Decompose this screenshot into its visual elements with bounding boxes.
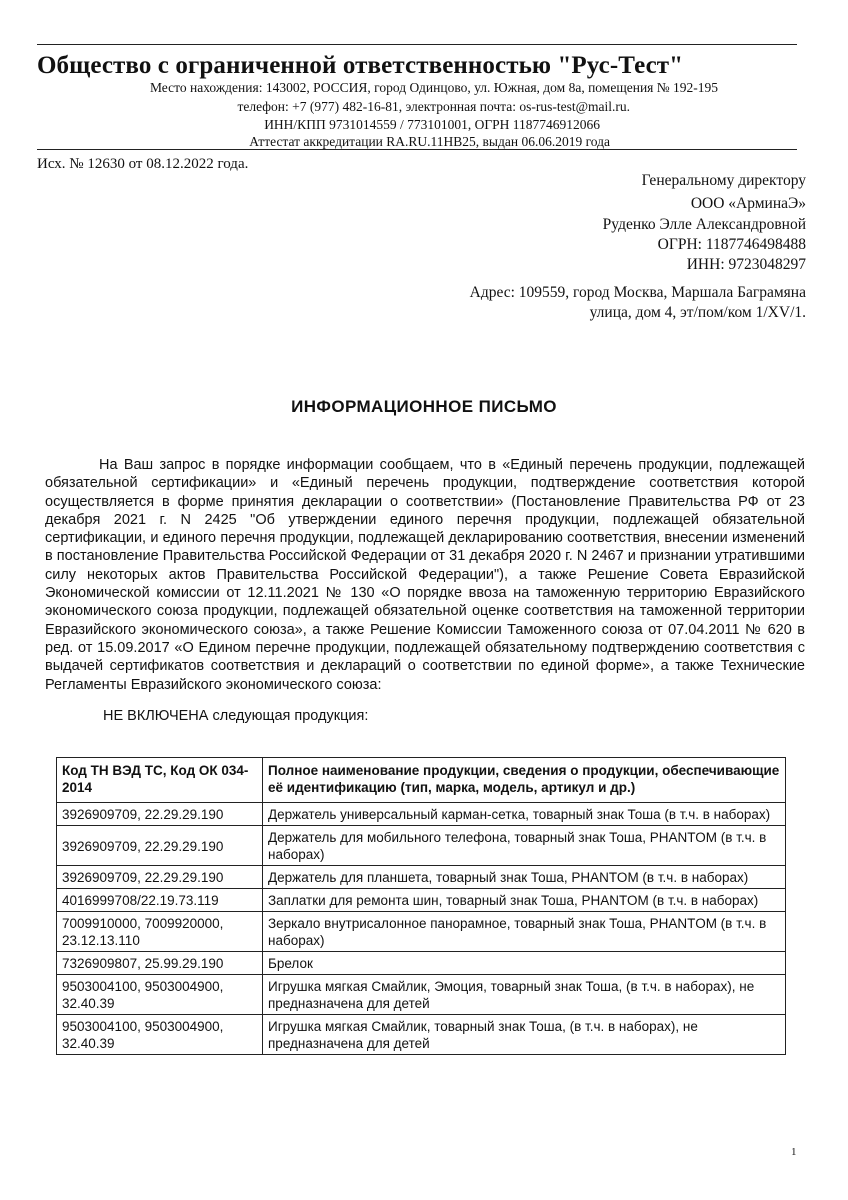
- recipient-address-line2: улица, дом 4, эт/пом/ком 1/XV/1.: [589, 304, 806, 321]
- table-row: [57, 952, 786, 975]
- product-code: 3926909709, 22.29.29.190: [57, 866, 263, 889]
- company-contacts: телефон: +7 (977) 482-16-81, электронная почта: os-rus-test@mail.ru.: [237, 99, 630, 114]
- company-accreditation: Аттестат аккредитации RA.RU.11HB25, выдан 06.06.2019 года: [249, 134, 610, 149]
- table-row: [57, 889, 786, 912]
- product-code: 7326909807, 25.99.29.190: [57, 952, 263, 975]
- product-code: 3926909709, 22.29.29.190: [57, 803, 263, 826]
- recipient-name: Руденко Элле Александровной: [602, 216, 806, 233]
- letterhead-bottom-rule: [37, 149, 797, 150]
- company-name: Общество с ограниченной ответственностью "Рус-Тест": [37, 52, 684, 79]
- recipient-address-line1: Адрес: 109559, город Москва, Маршала Баграмяна: [469, 284, 806, 301]
- product-name: Держатель универсальный карман-сетка, товарный знак Тоша (в т.ч. в наборах): [263, 803, 786, 826]
- product-name: Держатель для мобильного телефона, товарный знак Тоша, PHANTOM (в т.ч. в наборах): [263, 826, 786, 866]
- table-header-row: [57, 758, 786, 803]
- table-row: [57, 912, 786, 952]
- outgoing-reference: Исх. № 12630 от 08.12.2022 года.: [37, 156, 249, 172]
- table-row: [57, 803, 786, 826]
- product-name: Брелок: [263, 952, 786, 975]
- table-row: [57, 866, 786, 889]
- letterhead-top-rule: [37, 44, 797, 45]
- table-row: [57, 1015, 786, 1055]
- recipient-position: Генеральному директору: [641, 172, 806, 189]
- product-code: 7009910000, 7009920000, 23.12.13.110: [57, 912, 263, 952]
- product-name: Игрушка мягкая Смайлик, товарный знак Тоша, (в т.ч. в наборах), не предназначена для детей: [263, 1015, 786, 1055]
- letter-body: На Ваш запрос в порядке информации сообщаем, что в «Единый перечень продукции, подлежащей обязательной сертификации» и «Единый перечень продукции, подтверждение соответствия которой осуществляется в форме принятия декларации о соответствии» (Постановление Правительства РФ от 23 декабря 2021 г. N 2425 "Об утверждении единого перечня продукции, подлежащей обязательной сертификации, и единого перечня продукции, подлежащей декларированию соответствия, внесении изменений в постановление Правительства Российской Федерации от 31 декабря 2020 г. N 2467 и признании утратившими силу некоторых актов Правительства Российской Федерации"), а также Решение Совета Евразийской Экономической комиссии от 12.11.2021 № 130 «О порядке ввоза на таможенную территорию Евразийского экономического союза продукции, подлежащей обязательной оценке соответствия на таможенной территории Евразийского экономического союза», а также Решение Комиссии Таможенного союза от 07.04.2011 № 620 в ред. от 15.09.2017 «О Едином перечне продукции, подлежащей обязательному подтверждению соответствия с выдачей сертификатов соответствия и деклараций о соответствии по единой форме», а также Технические Регламенты Евразийского экономического союза:: [45, 457, 805, 693]
- product-name: Держатель для планшета, товарный знак Тоша, PHANTOM (в т.ч. в наборах): [263, 866, 786, 889]
- product-table: [56, 757, 786, 1055]
- company-registration: ИНН/КПП 9731014559 / 773101001, ОГРН 1187746912066: [264, 117, 600, 132]
- header-product-name: Полное наименование продукции, сведения о продукции, обеспечивающие её идентификацию (тип, марка, модель, артикул и др.): [263, 758, 786, 803]
- page-number: 1: [791, 1146, 797, 1158]
- product-code: 3926909709, 22.29.29.190: [57, 826, 263, 866]
- product-name: Заплатки для ремонта шин, товарный знак Тоша, PHANTOM (в т.ч. в наборах): [263, 889, 786, 912]
- recipient-company: ООО «АрминаЭ»: [690, 195, 806, 212]
- recipient-ogrn: ОГРН: 1187746498488: [657, 236, 806, 253]
- not-included-statement: НЕ ВКЛЮЧЕНА следующая продукция:: [103, 708, 369, 724]
- product-code: 9503004100, 9503004900, 32.40.39: [57, 1015, 263, 1055]
- header-code: Код ТН ВЭД ТС, Код ОК 034-2014: [57, 758, 263, 803]
- recipient-inn: ИНН: 9723048297: [686, 256, 806, 273]
- product-code: 4016999708/22.19.73.119: [57, 889, 263, 912]
- product-name: Игрушка мягкая Смайлик, Эмоция, товарный знак Тоша, (в т.ч. в наборах), не предназначена для детей: [263, 975, 786, 1015]
- document-title: ИНФОРМАЦИОННОЕ ПИСЬМО: [291, 397, 557, 416]
- table-row: [57, 975, 786, 1015]
- table-row: [57, 826, 786, 866]
- product-name: Зеркало внутрисалонное панорамное, товарный знак Тоша, PHANTOM (в т.ч. в наборах): [263, 912, 786, 952]
- company-address: Место нахождения: 143002, РОССИЯ, город Одинцово, ул. Южная, дом 8а, помещения № 192-195: [149, 80, 718, 95]
- product-code: 9503004100, 9503004900, 32.40.39: [57, 975, 263, 1015]
